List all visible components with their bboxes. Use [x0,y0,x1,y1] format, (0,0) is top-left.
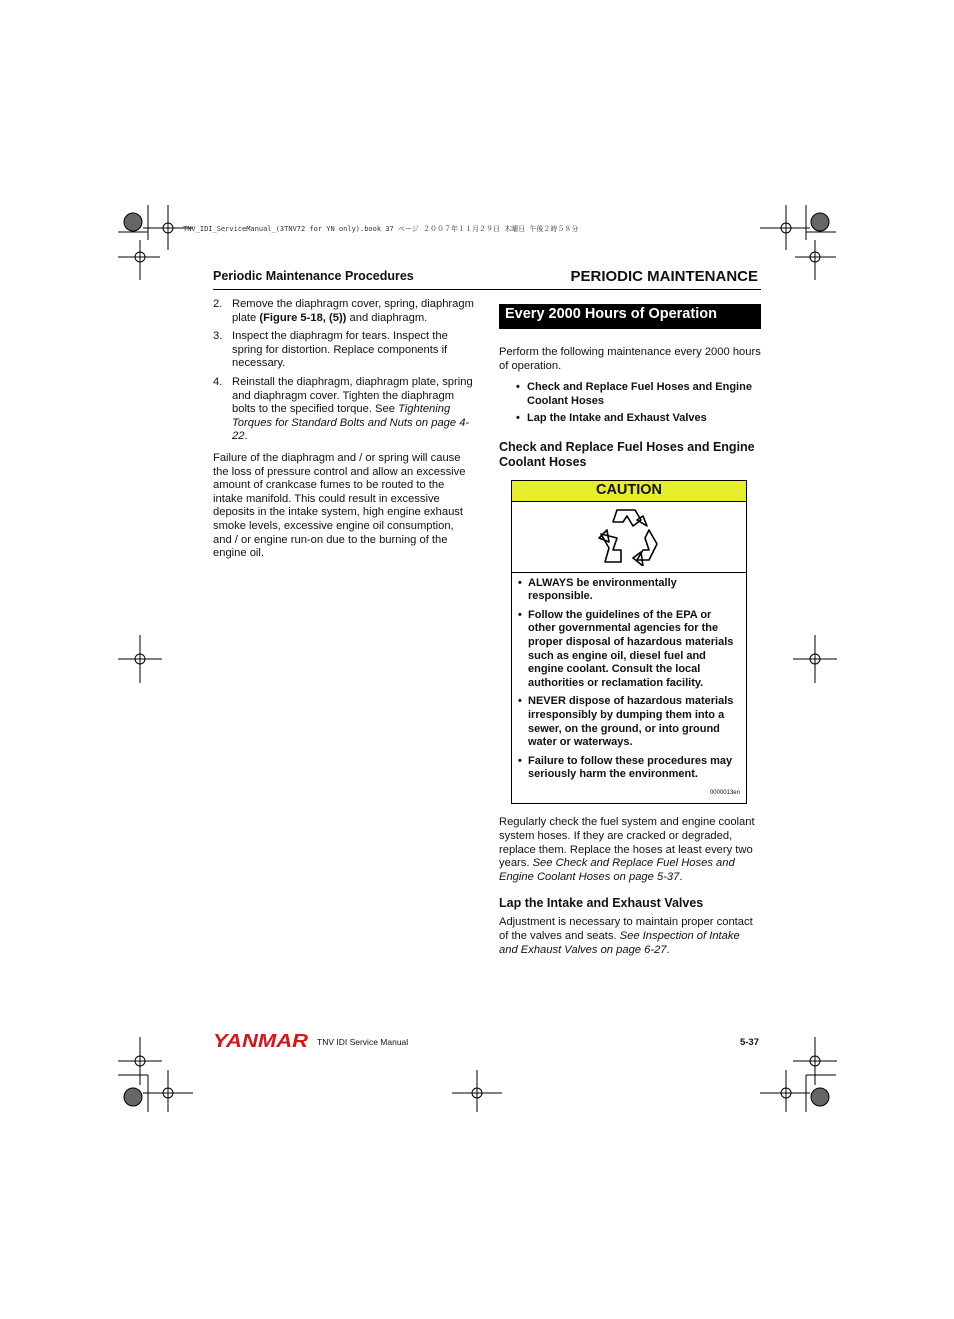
running-header-right: PERIODIC MAINTENANCE [570,268,758,285]
step-number: 4. [213,375,223,388]
header-rule [213,289,761,290]
cross-reference-link[interactable]: Tightening Torques for Standard Bolts and Nuts on page 4-22 [232,403,470,443]
hoses-paragraph: Regularly check the fuel system and engine coolant system hoses. If they are cracked or degraded, replace them. Replace the hoses at least every two years. See Check and Replace Fuel Hoses and Engine Coolant Hoses on page 5-37. [499,816,755,883]
list-item: • Lap the Intake and Exhaust Valves [516,412,707,425]
step-item [213,298,475,325]
manual-title: TNV IDI Service Manual [317,1037,409,1047]
caution-item: • NEVER dispose of hazardous materials irresponsibly by dumping them into a sewer, on the ground, or into ground water or waterways. [518,695,734,749]
figure-reference: (Figure 5-18, (5)) [259,311,347,324]
step-item: 4. Reinstall the diaphragm, diaphragm plate, spring and diaphragm cover. Tighten the diaphragm bolts to the specified torque. See Tightening Torques for Standard Bolts and Nuts on page 4-22. [213,375,473,443]
caution-code: 0000013en [709,789,740,796]
intro-paragraph: Perform the following maintenance every 2000 hours of operation. [499,346,761,372]
right-column [499,304,761,957]
left-column [213,298,475,561]
list-item: • Check and Replace Fuel Hoses and Engine Coolant Hoses [516,381,752,407]
section-title: Every 2000 Hours of Operation [499,304,761,329]
step-text: Reinstall the diaphragm, diaphragm plate, spring and diaphragm cover. Tighten the diaphragm bolts to the specified torque. See [232,375,473,416]
running-header-left: Periodic Maintenance Procedures [213,269,414,283]
cross-reference-link[interactable]: See Inspection of Intake and Exhaust Valves on page 6-27 [499,930,740,956]
caution-item: • Failure to follow these procedures may seriously harm the environment. [518,754,733,781]
valves-paragraph: Adjustment is necessary to maintain proper contact of the valves and seats. See Inspection of Intake and Exhaust Valves on page 6-27. [499,916,753,956]
print-info: TNV_IDI_ServiceManual_(3TNV72 for YN only).book 37 ページ ２００７年１１月２９日 木曜日 午後２時５８分 [183,225,579,233]
step-text: and diaphragm. [346,311,428,324]
step-text: Inspect the diaphragm for tears. Inspect the spring for distortion. Replace components if necessary. [232,330,448,370]
caution-item: • ALWAYS be environmentally responsible. [518,576,677,603]
brand-text: YANMAR [213,1033,308,1049]
subsection-title-valves: Lap the Intake and Exhaust Valves [499,896,704,911]
procedure-steps [213,298,475,444]
step-number: 3. [213,330,223,343]
step-number: 2. [213,298,223,310]
step-text: Remove the diaphragm cover, spring, diaphragm plate [232,298,474,324]
cross-reference-link[interactable]: See Check and Replace Fuel Hoses and Engine Coolant Hoses on page 5-37 [499,857,735,883]
yanmar-logo [213,1033,309,1054]
step-item [213,330,475,371]
caution-item: • Follow the guidelines of the EPA or other governmental agencies for the proper disposal of hazardous materials such as engine oil, diesel fuel and engine coolant. Consult the local authorities or reclamation facility. [518,608,734,689]
diaphragm-warning-paragraph: Failure of the diaphragm and / or spring will cause the loss of pressure control and allow an excessive amount of crankcase fumes to be routed to the intake manifold. This could result in excessive deposits in the intake system, high engine exhaust smoke levels, excessive engine oil consumption, and / or engine run-on due to the burning of the engine oil. [213,451,466,560]
subsection-title-hoses: Check and Replace Fuel Hoses and Engine Coolant Hoses [499,439,755,469]
caution-list [512,573,746,782]
caution-box [511,480,747,805]
maintenance-list [499,381,761,426]
page-number: 5-37 [739,1037,759,1048]
caution-title: CAUTION [512,481,746,502]
recycle-icon [512,502,746,573]
